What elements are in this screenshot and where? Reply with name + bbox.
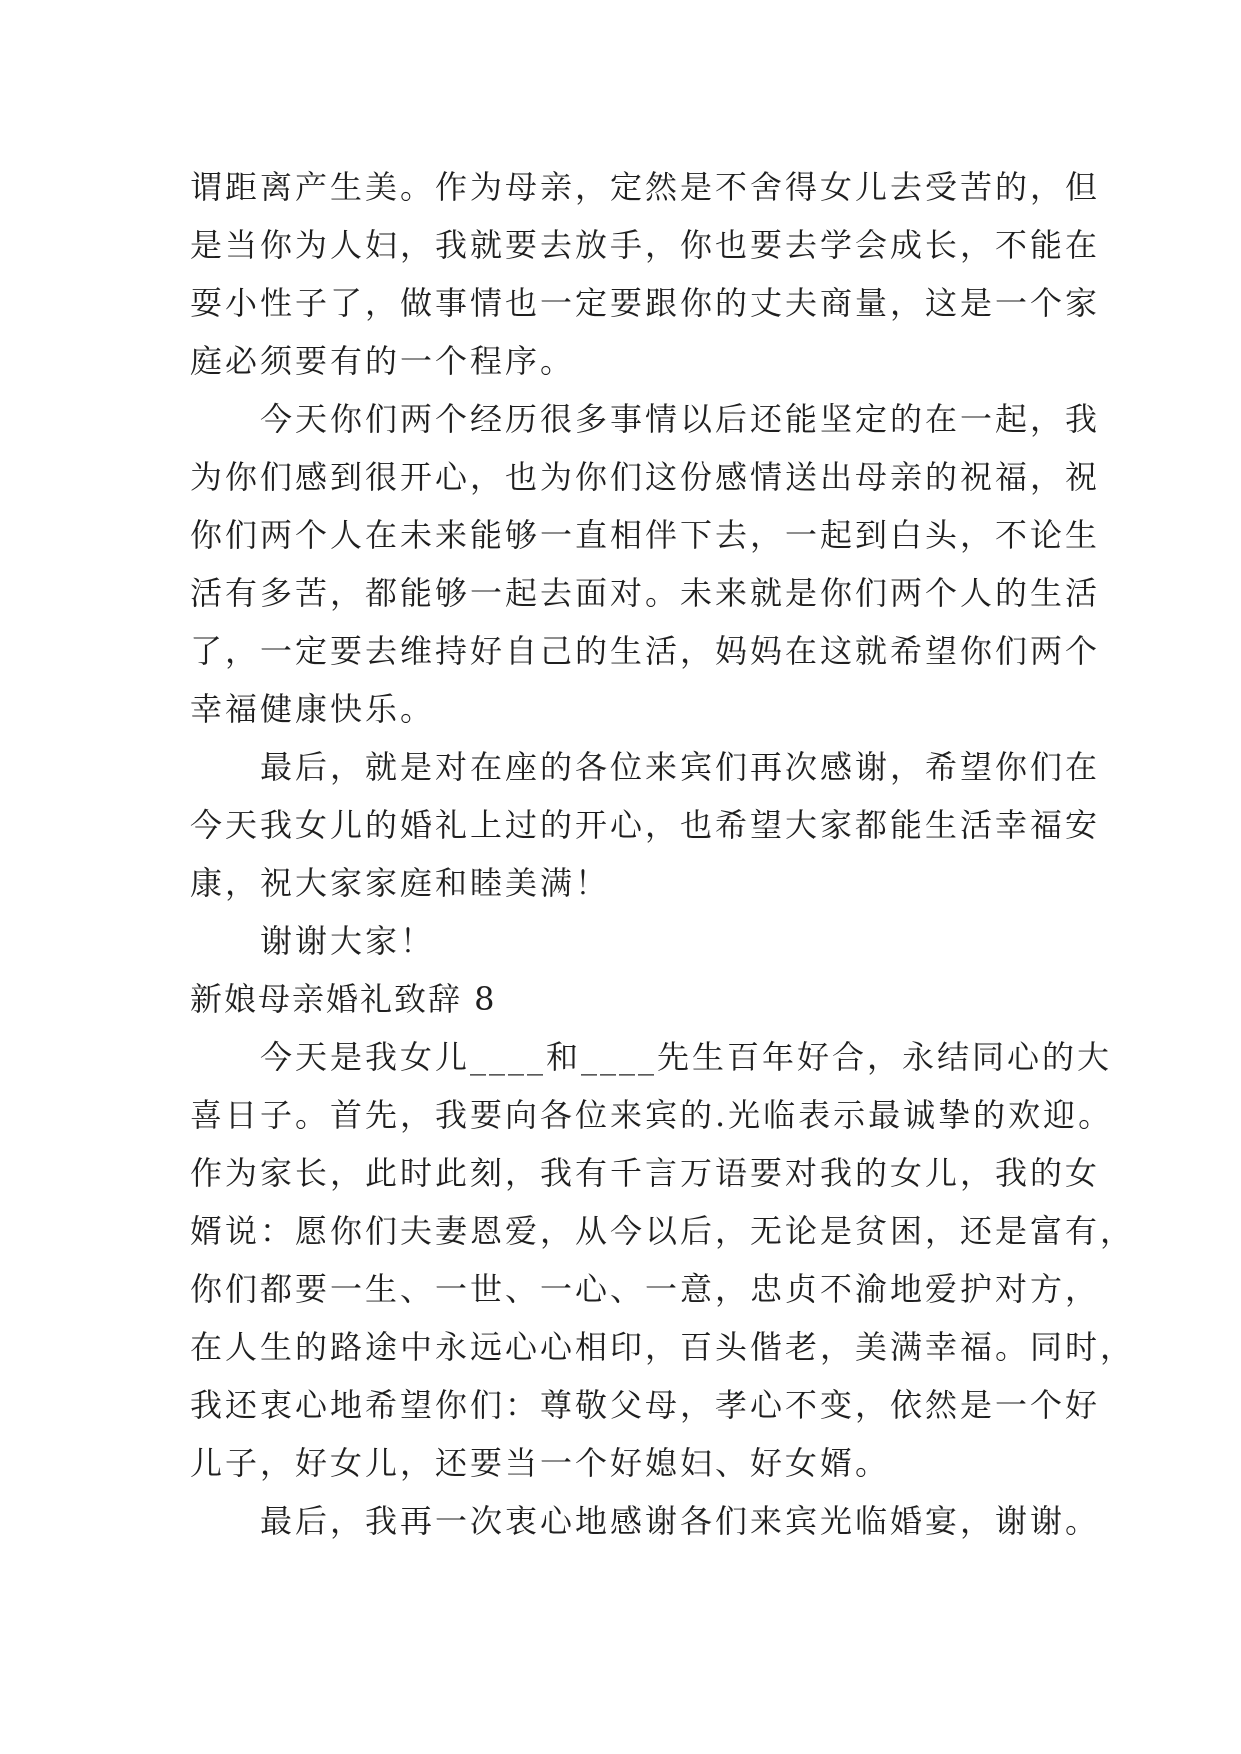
paragraph-1: [190, 158, 1101, 390]
text-line: 谓距离产生美。作为母亲，定然是不舍得女儿去受苦的，但: [190, 168, 1101, 206]
paragraph-3: [190, 738, 1101, 912]
text-line: 你们两个人在未来能够一直相伴下去，一起到白头，不论生: [190, 516, 1101, 554]
text-line: 庭必须要有的一个程序。: [190, 342, 576, 380]
text-line: 婿说：愿你们夫妻恩爱，从今以后，无论是贫困，还是富有，: [190, 1212, 1136, 1250]
text-line: 今天我女儿的婚礼上过的开心，也希望大家都能生活幸福安: [190, 806, 1101, 844]
text-line: 作为家长，此时此刻，我有千言万语要对我的女儿，我的女: [190, 1154, 1101, 1192]
text-line: 今天你们两个经历很多事情以后还能坚定的在一起，我: [260, 400, 1101, 438]
text-line: 是当你为人妇，我就要去放手，你也要去学会成长，不能在: [190, 226, 1101, 264]
text-line: 活有多苦，都能够一起去面对。未来就是你们两个人的生活: [190, 574, 1101, 612]
text-line: 在人生的路途中永远心心相印，百头偕老，美满幸福。同时，: [190, 1328, 1136, 1366]
section-title: 新娘母亲婚礼致辞 8: [190, 980, 497, 1018]
thanks-line: 谢谢大家！: [260, 922, 436, 960]
text-line: 最后，就是对在座的各位来宾们再次感谢，希望你们在: [260, 748, 1101, 786]
text-line: 了，一定要去维持好自己的生活，妈妈在这就希望你们两个: [190, 632, 1101, 670]
text-line: 耍小性子了，做事情也一定要跟你的丈夫商量，这是一个家: [190, 284, 1101, 322]
paragraph-4: [190, 1028, 1136, 1492]
text-line: 幸福健康快乐。: [190, 690, 436, 728]
paragraph-2: [190, 390, 1101, 738]
document-body: [190, 158, 1136, 1550]
text-line: 今天是我女儿____和____先生百年好合，永结同心的大: [260, 1038, 1113, 1076]
text-line: 喜日子。首先，我要向各位来宾的.光临表示最诚挚的欢迎。: [190, 1096, 1114, 1134]
text-line: 儿子，好女儿，还要当一个好媳妇、好女婿。: [190, 1444, 891, 1482]
closing-line: 最后，我再一次衷心地感谢各们来宾光临婚宴，谢谢。: [260, 1502, 1101, 1540]
text-line: 康，祝大家家庭和睦美满！: [190, 864, 611, 902]
text-line: 为你们感到很开心，也为你们这份感情送出母亲的祝福，祝: [190, 458, 1101, 496]
text-line: 你们都要一生、一世、一心、一意，忠贞不渝地爱护对方，: [190, 1270, 1101, 1308]
text-line: 我还衷心地希望你们：尊敬父母，孝心不变，依然是一个好: [190, 1386, 1101, 1424]
